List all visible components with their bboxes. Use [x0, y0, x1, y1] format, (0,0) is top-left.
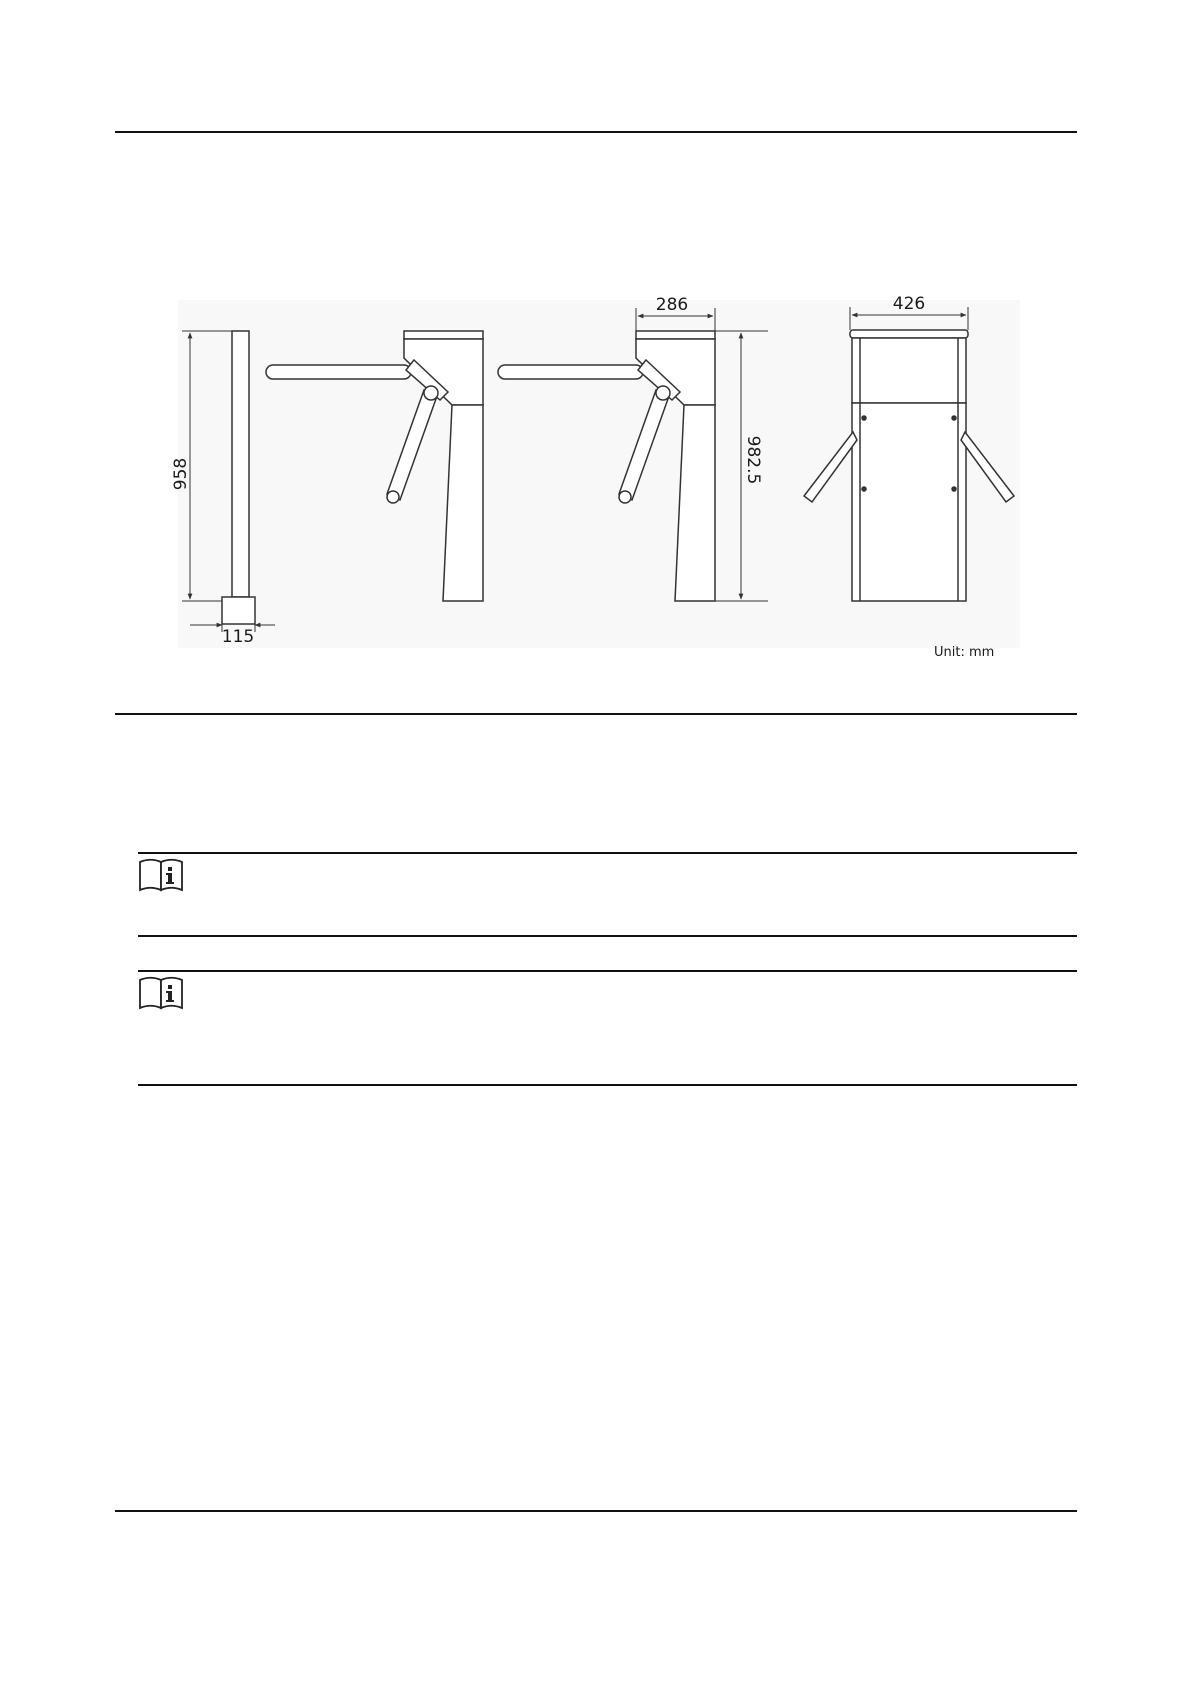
- dim-top-depth: 286: [655, 295, 689, 315]
- dim-base-width: 115: [221, 627, 255, 647]
- section-rule: [115, 713, 1077, 715]
- footer-rule: [115, 1510, 1077, 1512]
- dimension-drawing: [0, 0, 1181, 700]
- note-top-rule: [138, 852, 1077, 854]
- note-book-icon: [138, 858, 186, 892]
- unit-label: Unit: mm: [934, 645, 995, 660]
- dim-top-width: 426: [892, 294, 926, 314]
- dim-pedestal-height: 958: [171, 457, 191, 491]
- note-book-icon: [138, 976, 186, 1010]
- dim-total-height: 982.5: [743, 435, 763, 485]
- note-top-rule: [138, 970, 1077, 972]
- note-bottom-rule: [138, 935, 1077, 937]
- note-bottom-rule: [138, 1084, 1077, 1086]
